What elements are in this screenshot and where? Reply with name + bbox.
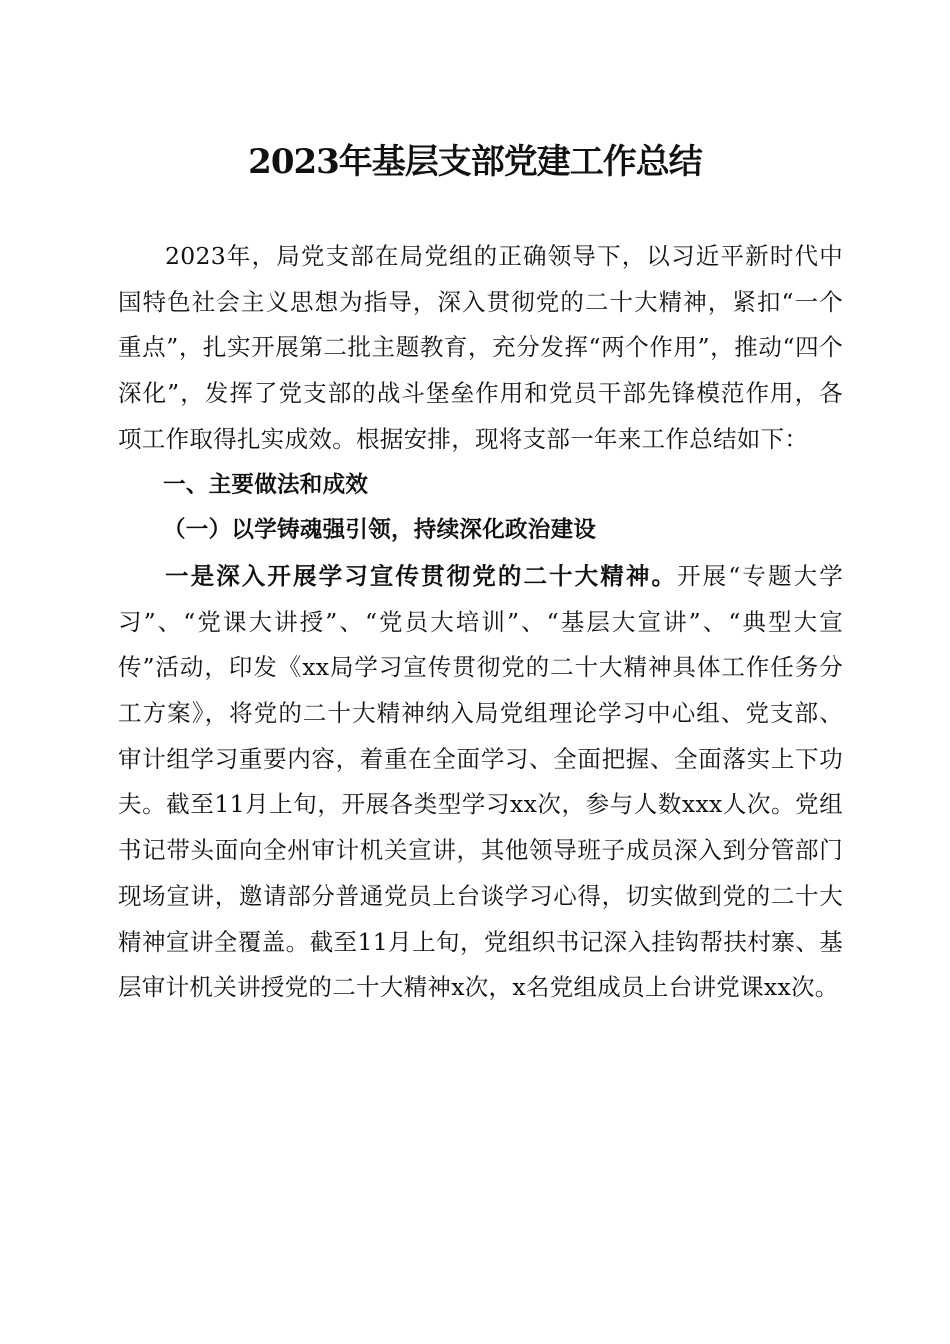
item-lead: 一是深入开展学习宣传贯彻党的二十大精神。 — [165, 561, 678, 590]
document-title: 2023年基层支部党建工作总结 — [248, 142, 702, 182]
document-body — [118, 234, 843, 1011]
intro-paragraph: 2023年，局党支部在局党组的正确领导下，以习近平新时代中国特色社会主义思想为指导，深入贯彻党的二十大精神，紧扣“一个重点”，扎实开展第二批主题教育，充分发挥“两个作用”，推动“四个深化”，发挥了党支部的战斗堡垒作用和党员干部先锋模范作用，各项工作取得扎实成效。根据安排，现将支部一年来工作总结如下： — [118, 242, 843, 453]
subsection-heading: （一）以学铸魂强引领，持续深化政治建设 — [163, 517, 597, 544]
section-heading: 一、主要做法和成效 — [163, 471, 369, 498]
item-paragraph — [118, 554, 843, 1011]
item-body: 开展“专题大学习”、“党课大讲授”、“党员大培训”、“基层大宣讲”、“典型大宣传”活动，印发《xx局学习宣传贯彻党的二十大精神具体工作任务分工方案》，将党的二十大精神纳入局党组理论学习中心组、党支部、审计组学习重要内容，着重在全面学习、全面把握、全面落实上下功夫。截至11月上旬，开展各类型学习xx次，参与人数xxx人次。党组书记带头面向全州审计机关宣讲，其他领导班子成员深入到分管部门现场宣讲，邀请部分普通党员上台谈学习心得，切实做到党的二十大精神宣讲全覆盖。截至11月上旬，党组织书记深入挂钩帮扶村寨、基层审计机关讲授党的二十大精神x次，x名党组成员上台讲党课xx次。 — [118, 561, 843, 1002]
